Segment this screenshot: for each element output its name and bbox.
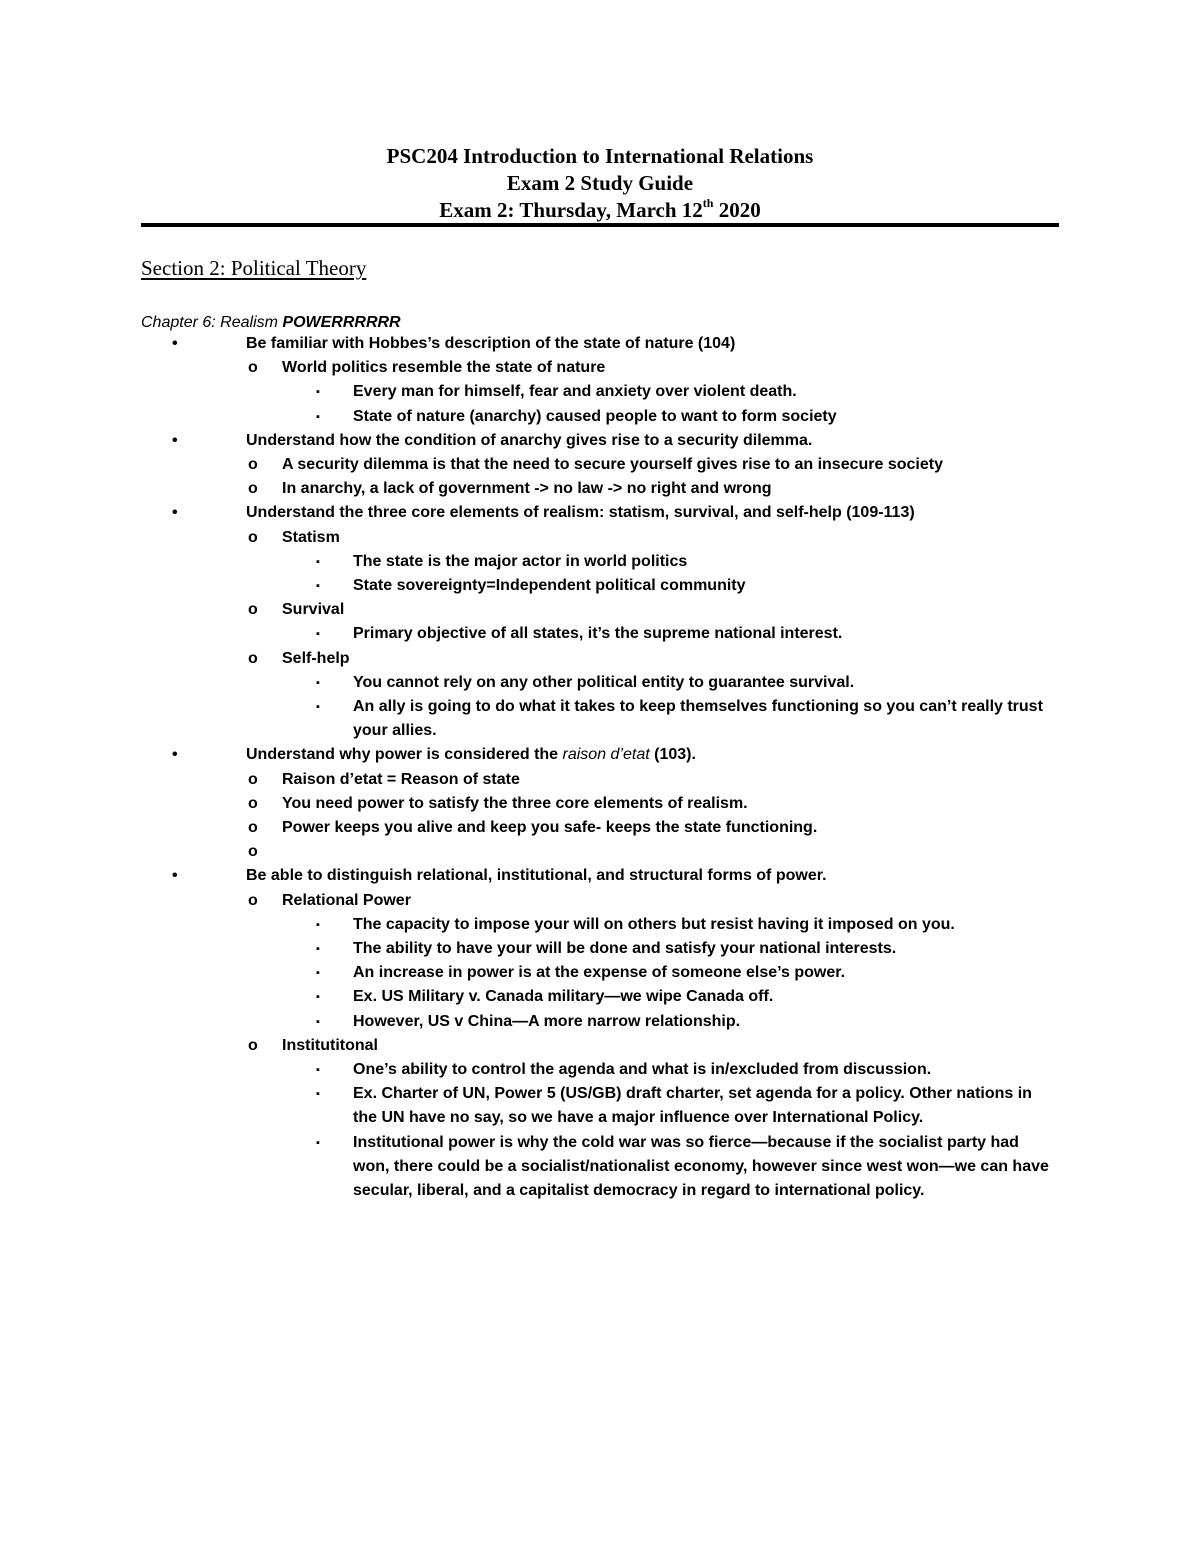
outline-text xyxy=(353,674,854,691)
outline-text-main: Be familiar with Hobbes’s description of the state of nature (104) xyxy=(246,335,736,352)
outline-marker: • xyxy=(172,867,178,885)
outline-marker: ▪ xyxy=(316,1064,320,1077)
outline-text xyxy=(353,408,837,425)
outline-item xyxy=(0,380,1053,404)
outline-text-main: Be able to distinguish relational, institutional, and structural forms of power. xyxy=(246,867,827,885)
exam-date-ordinal: th xyxy=(702,196,714,210)
outline-text-main: One’s ability to control the agenda and what is in/excluded from discussion. xyxy=(353,1061,932,1079)
outline-marker: o xyxy=(248,456,258,474)
outline-marker: o xyxy=(248,819,258,837)
outline-text-main: Institutional power is why the cold war was so fierce—because if the socialist party had won, there could be a socialist/nationalist economy, however since west won—we can have secular, liberal, and a capitalist democracy in regard to international policy. xyxy=(353,1133,1049,1200)
outline-text xyxy=(282,359,605,376)
outline-text xyxy=(282,529,340,546)
outline-item xyxy=(0,622,1053,646)
outline-marker: ▪ xyxy=(316,701,320,714)
outline-text-main: Raison d’etat = Reason of state xyxy=(282,770,520,788)
outline-item xyxy=(0,429,1200,453)
outline-marker: • xyxy=(172,504,178,522)
outline-text xyxy=(353,988,773,1005)
outline-text-main: Every man for himself, fear and anxiety over violent death. xyxy=(353,383,797,401)
header-rule xyxy=(141,223,1059,227)
outline-text-main: An increase in power is at the expense of someone else’s power. xyxy=(353,964,846,982)
outline-text xyxy=(353,577,746,594)
outline-text-main: In anarchy, a lack of government -> no law -> no right and wrong xyxy=(282,480,772,498)
outline-marker: • xyxy=(172,431,178,449)
outline-text xyxy=(246,432,812,449)
outline-text-main: An ally is going to do what it takes to keep themselves functioning so you can’t really trust your allies. xyxy=(353,698,1043,740)
outline-text-main: Ex. Charter of UN, Power 5 (US/GB) draft charter, set agenda for a policy. Other nations in the UN have no say, so we have a major influence over International Policy. xyxy=(353,1085,1032,1127)
outline-marker: o xyxy=(248,649,258,667)
outline-text xyxy=(353,1134,1049,1199)
exam-date-text: Exam 2: Thursday, March 12 xyxy=(439,198,703,222)
outline-marker: ▪ xyxy=(316,1088,320,1101)
outline-item xyxy=(0,889,1200,913)
document-header xyxy=(140,143,1060,224)
outline-text xyxy=(282,795,748,812)
outline-text xyxy=(246,335,735,352)
outline-marker: ▪ xyxy=(316,1015,320,1028)
outline-text xyxy=(353,916,955,933)
outline-text-main: Power keeps you alive and keep you safe- keeps the state functioning. xyxy=(282,819,818,837)
outline-item xyxy=(0,477,1200,501)
outline-text xyxy=(353,940,896,957)
outline-text-main: Self-help xyxy=(282,649,350,667)
outline-item xyxy=(0,1131,1053,1204)
outline-item xyxy=(0,647,1200,671)
outline-marker: o xyxy=(248,770,258,788)
outline-marker: ▪ xyxy=(316,580,320,593)
outline-item xyxy=(0,695,1053,743)
outline-text-main: Statism xyxy=(282,528,340,546)
outline-text-main: Understand why power is considered the xyxy=(246,746,563,764)
outline-marker: o xyxy=(248,843,258,861)
outline-text-main: The capacity to impose your will on others but resist having it imposed on you. xyxy=(353,915,955,933)
outline-item xyxy=(0,598,1200,622)
outline-item xyxy=(0,671,1053,695)
outline-item xyxy=(0,937,1053,961)
outline-text xyxy=(282,480,772,497)
outline-marker: ▪ xyxy=(316,918,320,931)
outline-text-main: Institutitonal xyxy=(282,1036,378,1054)
outline-marker: • xyxy=(172,335,178,352)
outline-item xyxy=(0,768,1200,792)
outline-marker: ▪ xyxy=(316,555,320,568)
outline-text xyxy=(282,771,520,788)
exam-date-year: 2020 xyxy=(713,198,761,222)
outline-marker: o xyxy=(248,891,258,909)
outline-item xyxy=(0,913,1053,937)
outline-text xyxy=(353,1061,931,1078)
outline-marker: ▪ xyxy=(316,967,320,980)
outline-text xyxy=(353,964,845,981)
outline-marker: o xyxy=(248,359,258,377)
outline-marker: ▪ xyxy=(316,410,320,423)
outline-text-main: Survival xyxy=(282,601,345,619)
outline-text xyxy=(353,625,842,642)
outline-text-main: State of nature (anarchy) caused people to want to form society xyxy=(353,407,837,425)
outline-marker: ▪ xyxy=(316,1136,320,1149)
outline-marker: o xyxy=(248,794,258,812)
outline-marker: ▪ xyxy=(316,628,320,641)
outline-marker: ▪ xyxy=(316,943,320,956)
outline-text-main: Primary objective of all states, it’s the supreme national interest. xyxy=(353,625,843,643)
course-title: PSC204 Introduction to International Relations xyxy=(386,144,814,168)
outline-text xyxy=(353,1013,740,1030)
outline-item xyxy=(0,816,1200,840)
outline-text xyxy=(282,601,344,618)
outline-text xyxy=(353,383,797,400)
outline-text xyxy=(282,892,411,909)
outline-marker: o xyxy=(248,1036,258,1054)
chapter-label: Chapter 6: Realism xyxy=(141,314,283,331)
outline-text-main: The ability to have your will be done and satisfy your national interests. xyxy=(353,940,897,958)
outline-marker: • xyxy=(172,746,178,764)
section-title: Section 2: Political Theory xyxy=(141,256,367,280)
study-outline xyxy=(0,332,1200,1203)
outline-text xyxy=(282,819,817,836)
outline-item xyxy=(0,985,1053,1009)
chapter-emphasis: POWERRRRRR xyxy=(282,314,401,331)
outline-item xyxy=(0,961,1053,985)
outline-item xyxy=(0,1010,1053,1034)
guide-subtitle: Exam 2 Study Guide xyxy=(506,171,694,195)
outline-text-after: (103). xyxy=(649,746,696,764)
outline-text xyxy=(353,553,687,570)
outline-text-main: You need power to satisfy the three core elements of realism. xyxy=(282,794,748,812)
outline-marker: o xyxy=(248,601,258,619)
outline-marker: ▪ xyxy=(316,991,320,1004)
outline-text xyxy=(353,1085,1032,1126)
outline-text xyxy=(353,698,1043,739)
outline-text-main: State sovereignty=Independent political community xyxy=(353,577,746,595)
outline-marker: ▪ xyxy=(316,676,320,689)
outline-item xyxy=(0,1058,1053,1082)
exam-date xyxy=(140,197,1060,224)
outline-item xyxy=(0,405,1053,429)
outline-item xyxy=(0,792,1200,816)
outline-text-main: Understand how the condition of anarchy gives rise to a security dilemma. xyxy=(246,431,813,449)
outline-text xyxy=(282,1037,378,1054)
outline-text-main: Understand the three core elements of realism: statism, survival, and self-help (109-113) xyxy=(246,504,915,522)
outline-item xyxy=(0,864,1200,888)
outline-text xyxy=(246,867,827,884)
outline-item xyxy=(0,526,1200,550)
outline-text-main: The state is the major actor in world politics xyxy=(353,552,688,570)
outline-item xyxy=(0,743,1200,767)
outline-item xyxy=(0,1082,1053,1130)
outline-marker: ▪ xyxy=(316,386,320,399)
outline-item xyxy=(0,574,1053,598)
outline-text-main: You cannot rely on any other political entity to guarantee survival. xyxy=(353,673,855,691)
outline-text xyxy=(282,650,350,667)
outline-text-main: However, US v China—A more narrow relationship. xyxy=(353,1012,741,1030)
outline-text-main: Relational Power xyxy=(282,891,411,909)
outline-text xyxy=(282,456,943,473)
outline-item xyxy=(0,550,1053,574)
outline-item xyxy=(0,332,1200,356)
outline-item xyxy=(0,501,1200,525)
outline-item xyxy=(0,840,1200,864)
outline-item xyxy=(0,356,1200,380)
outline-text xyxy=(246,504,915,521)
outline-marker: o xyxy=(248,480,258,498)
outline-text-main: World politics resemble the state of nature xyxy=(282,359,606,377)
outline-text-main: A security dilemma is that the need to secure yourself gives rise to an insecure society xyxy=(282,456,943,474)
outline-text xyxy=(246,746,696,763)
outline-text-italic: raison d’etat xyxy=(562,746,650,764)
outline-marker: o xyxy=(248,528,258,546)
outline-text-main: Ex. US Military v. Canada military—we wipe Canada off. xyxy=(353,988,774,1006)
outline-item xyxy=(0,1034,1200,1058)
outline-item xyxy=(0,453,1200,477)
